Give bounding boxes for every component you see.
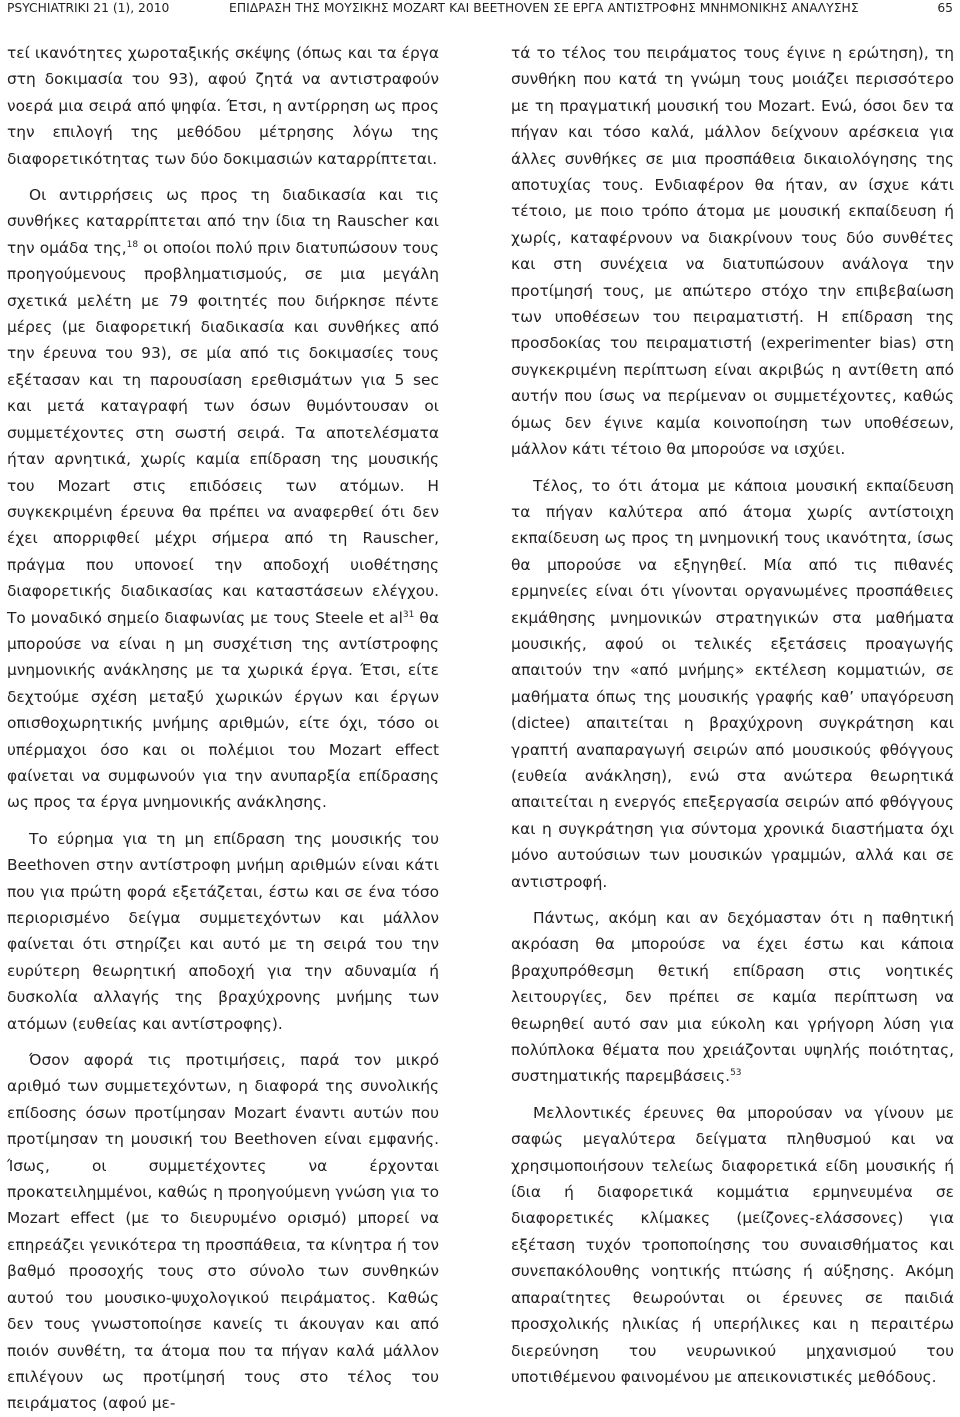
- paragraph-text: οι οποίοι πολύ πριν διατυπώσουν τους προηγούμενους προβληματισμούς, σε μια μεγάλη σχετικά μελέτη με 79 φοιτητές που διήρκησε πέντε μέρες (με διαφορετική διαδικασία και συνθήκες από την έρευνα του 93), σε μία από τις δοκιμασίες τους εξέτασαν και τη παρουσίαση ερεθισμάτων για 5 sec και μετά καταγραφή των όσων θυμόντουσαν οι συμμετέχοντες στη σωστή σειρά. Τα αποτελέσματα ήταν αρνητικά, χωρίς καμία επίδραση της μουσικής του Mozart στις επιδόσεις των ατόμων. Η συγκεκριμένη έρευνα θα πρέπει να αναφερθεί ότι δεν έχει απορριφθεί μέχρι σήμερα από τη Rauscher, πράγμα που υπονοεί την αποδοχή υιοθέτησης διαφορετικής διαδικασίας και καταστάσεων ελέγχου. Το μοναδικό σημείο διαφωνίας με τους Steele et al: [7, 238, 439, 627]
- paragraph: Όσον αφορά τις προτιμήσεις, παρά τον μικρό αριθμό των συμμετεχόντων, η διαφορά της συνολικής επίδοσης όσων προτίμησαν Mozart έναντι αυτών που προτίμησαν τη μουσική του Beethoven είναι εμφανής. Ίσως, οι συμμετέχοντες να έρχονται προκατειλημμένοι, καθώς η προηγούμενη γνώση για το Mozart effect (με το διευρυμένο ορισμό) μπορεί να επηρεάζει γενικότερα τη προσπάθεια, τα κίνητρα ή τον βαθμό προσοχής τους στο σύνολο των συνθηκών αυτού του μουσικο-ψυχολογικού πειράματος. Καθώς δεν τους γνωστοποίησε κανείς τι άκουγαν και από ποιόν συνθέτη, τα άτομα που τα πήγαν καλά μάλλον επιλέγουν ως προτίμησή τους στο τέλος του πειράματος (αφού με-: [7, 1051, 439, 1413]
- paragraph: Το εύρημα για τη μη επίδραση της μουσικής του Beethoven στην αντίστροφη μνήμη αριθμών είναι κάτι που για πρώτη φορά εξετάζεται, έστω και σε ένα τόσο περιορισμένο δείγμα συμμετεχόντων και μάλλον φαίνεται ότι στηρίζει και αυτό με τη σειρά του την ευρύτερη θεωρητική αποδοχή για την αδυναμία ή δυσκολία αλλαγής της βραχύχρονης μνήμης των ατόμων (ευθείας και αντίστροφης).: [7, 829, 439, 1033]
- paragraph: Τέλος, το ότι άτομα με κάποια μουσική εκπαίδευση τα πήγαν καλύτερα από άτομα χωρίς αντίστοιχη εκπαίδευση ως προς τη μνημονική τους ικανότητα, ίσως θα μπορούσε να εξηγηθεί. Μία από τις πιθανές ερμηνείες είναι ότι γίνονται οργανωμένες προσπάθειες εκμάθησης μνημονικών στρατηγικών στα μαθήματα μουσικής, αφού οι τελικές εξετάσεις προαγωγής απαιτούν την «από μνήμης» εκτέλεση κομματιών, σε μαθήματα όπως της μουσικής γραφής καθ’ υπαγόρευση (dictee) απαιτείται η βραχύχρονη συγκράτηση και γραπτή αναπαραγωγή σειρών από μουσικούς φθόγγους (ευθεία ανάκληση), ενώ στα ανώτερα θεωρητικά απαιτείται η ενεργός επεξεργασία σειρών από φθόγγους και η συγκράτηση για σύντομα χρονικά διαστήματα όχι μόνο αυτούσιων των μουσικών γραμμών, αλλά και σε αντιστροφή.: [511, 476, 954, 891]
- left-column: [7, 40, 439, 1413]
- citation-ref: 31: [402, 609, 415, 620]
- citation-ref: 18: [126, 239, 139, 250]
- paragraph: τά το τέλος του πειράματος τους έγινε η ερώτηση), τη συνθήκη που κατά τη γνώμη τους μοιάζει περισσότερο με τη πραγματική μουσική του Mozart. Ενώ, όσοι δεν τα πήγαν και τόσο καλά, μάλλον δείχνουν αρέσκεια για άλλες συνθήκες σε μια προσπάθεια δικαιολόγησης της αποτυχίας τους. Ενδιαφέρον θα ήταν, αν ίσχυε κάτι τέτοιο, με ποιο τρόπο άτομα με μουσική εκπαίδευση ή χωρίς, καταφέρνουν να διακρίνουν τους δύο συνθέτες και στη συνέχεια να διατυπώσουν ανάλογα την προτίμησή τους, με απώτερο στόχο την επιβεβαίωση των υποθέσεων του πειραματιστή. Η επίδραση της προσδοκίας του πειραματιστή (experimenter bias) στη συγκεκριμένη περίπτωση είναι ακριβώς η αντίθετη από αυτήν που ίσως να περίμεναν οι συμμετέχοντες, καθώς όμως δεν έγινε καμία κοινοποίηση των υποθέσεων, μάλλον κάτι τέτοιο θα μπορούσε να ισχύει.: [511, 44, 954, 459]
- paragraph-text: θα μπορούσε να είναι η μη συσχέτιση της αντίστροφης μνημονικής ανάκλησης με τα χωρικά έργα. Έτσι, είτε δεχτούμε σχέση μεταξύ χωρικών έργων και έργων οπισθοχωρητικής μνήμης αριθμών, είτε όχι, τόσο οι υπέρμαχοι όσο και οι πολέμιοι του Mozart effect φαίνεται να συμφωνούν για την ανυπαρξία επίδρασης ως προς τα έργα μνημονικής ανάκλησης.: [7, 608, 439, 812]
- page-number: 65: [937, 1, 953, 15]
- right-column: [511, 40, 954, 1386]
- paragraph-text: Πάντως, ακόμη και αν δεχόμασταν ότι η παθητική ακρόαση θα μπορούσε να έχει έστω και κάποια βραχυπρόθεσμη θετική επίδραση στις νοητικές λειτουργίες, δεν πρέπει σε καμία περίπτωση να θεωρηθεί αυτό σαν μια εύκολη και γρήγορη λύση για πολύπλοκα θέματα που χρειάζονται υψηλής ποιότητας, συστηματικής παρεμβάσεις.: [511, 909, 954, 1086]
- journal-citation: PSYCHIATRIKI 21 (1), 2010: [7, 1, 170, 15]
- paragraph: Μελλοντικές έρευνες θα μπορούσαν να γίνουν με σαφώς μεγαλύτερα δείγματα πληθυσμού και να χρησιμοποιήσουν τελείως διαφορετικά είδη μουσικής ή ίδια ή διαφορετικά κομμάτια ερμηνευμένα σε διαφορετικές κλίμακες (μείζονες-ελάσσονες) για εξέταση τυχόν τροποποίησης του συναισθήματος και συνεπακόλουθης νοητικής πτώσης ή αύξησης. Ακόμη απαραίτητες θεωρούνται οι έρευνες σε παιδιά προσχολικής ηλικίας ή υπερήλικες και η περαιτέρω διερεύνηση του νευρωνικού μηχανισμού του υποτιθέμενου φαινομένου με απεικονιστικές μεθόδους.: [511, 1103, 954, 1386]
- citation-ref: 53: [730, 1068, 742, 1079]
- running-title: ΕΠΙΔΡΑΣΗ ΤΗΣ ΜΟΥΣΙΚΗΣ MOZART ΚΑΙ BEETHOVEN ΣΕ ΕΡΓΑ ΑΝΤΙΣΤΡΟΦΗΣ ΜΝΗΜΟΝΙΚΗΣ ΑΝΑΛΥΣΗΣ: [229, 1, 859, 15]
- paragraph-text: Οι αντιρρήσεις ως προς τη διαδικασία και τις συνθήκες καταρρίπτεται από την ίδια τη Rauscher και την ομάδα της,: [7, 186, 439, 257]
- paragraph: [511, 905, 954, 1090]
- paragraph: τεί ικανότητες χωροταξικής σκέψης (όπως και τα έργα στη δοκιμασία του 93), αφού ζητά να αντιστραφούν νοερά μια σειρά από ψηφία. Έτσι, η αντίρρηση ως προς την επιλογή της μεθόδου μέτρησης λόγω της διαφορετικότητας των δύο δοκιμασιών καταρρίπτεται.: [7, 44, 439, 168]
- paragraph: [7, 182, 439, 816]
- running-header: [7, 0, 953, 20]
